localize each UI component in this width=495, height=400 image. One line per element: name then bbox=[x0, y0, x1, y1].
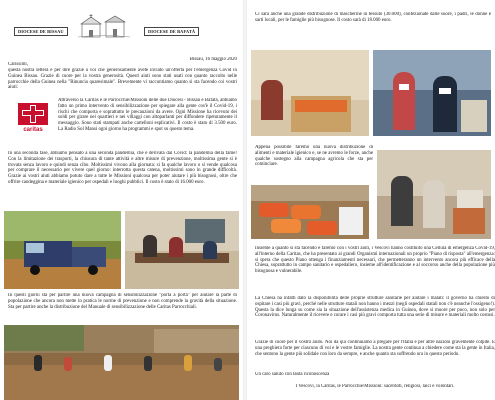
right-page bbox=[247, 0, 495, 400]
caritas-logo bbox=[14, 100, 52, 134]
paragraph-3: In una seconda fase, abbiamo pensato a una seconda pandemia, che è derivata dal Covid: la pandemia della fame! Con la limitazione dei trasporti, la chiusura di tante attività e altre misure di prevenzione, moltissima gente si è trovata senza lavoro e quindi senza cibo. Moltissimi vivono alla giornata: si fa qualche lavoro o si vende qualcosa per comprare il necessario per vivere quel giorno: interrotta questa catena, moltissimi sono in grande difficoltà. Grazie ai vostri aiuti abbiamo potuto dare a tutte le Missioni qualcosa per poter aiutare i più bisognosi, oltre che offrire candeggina e materiale igienico per ospedali e luoghi pubblici. Il costo è stato di 16.000 euro. bbox=[8, 151, 237, 185]
closing-greeting: Un caro saluto con tanta riconoscenza bbox=[255, 372, 330, 377]
caption-next-distribution: Appena possibile faremo una nuova distribuzione di alimenti e materiale igienico e, se ne avremo le forze, anche qualche sostegno alla campagna agricola che sta per cominciare. bbox=[255, 145, 373, 168]
left-page bbox=[0, 0, 243, 400]
photo-people-boxes bbox=[377, 150, 491, 239]
paragraph-2: Attraverso la Caritas e le Parrocchie/Missioni delle due Diocesi - Bissau e Bafatá, abbiamo fatto un primo intervento di sensibilizzazione per spiegare alla gente cos'è il Covid-19, i rischi che comporta e soprattutto le precauzioni da avere. Ogni Missione ha ricevuto dei soldi per girare nei quartieri e nei villaggi con altoparlanti per diffondere ripetutamente il messaggio. Sono stati stampati anche cartelloni esplicativi. Il costo è stato di 3.500 euro. La Radio Sol Mansi ogni giorno ha programmi e spot su questo tema. bbox=[58, 98, 237, 132]
photo-truck-distribution bbox=[4, 211, 121, 289]
photo-outdoor-meeting bbox=[4, 325, 239, 400]
paragraph-thanks: Grazie di cuore per il vostro aiuto. Noi da qui continuiamo a pregare per l'Italia e per altre nazioni gravemente colpite. È una preghiera forte per ciascuno di voi e le vostre famiglie. La nostra gente continua a chiedere come sta la gente in Italia, che sentono la gente più solidale con loro da sempre, e anche quanto sta soffrendo ora in questo periodo. bbox=[255, 340, 495, 357]
photo-volunteers-masks bbox=[373, 50, 491, 136]
paragraph-1: questa nostra lettera è per dire grazie a voi che generosamente avete inviato un'offerta per l'emergenza Covid in Guinea Bissau. Grazie di cuore per la vostra generosità. Questi aiuti sono stati usati con quanto raccolto nelle parrocchie della Guinea nella "Rinuncia quaresimale". Brevemente vi raccontiamo quanto si sta facendo coi vostri aiuti: bbox=[8, 68, 237, 91]
paragraph-emergency-cell: Insieme a quanto si sta facendo e faremo con i vostri aiuti, i Vescovi hanno costituito una Cellula di emergenza Covid-19, all'interno della Caritas, che ha presentato ai grandi Organismi internazionali un proprio "Piano di risposta" all'emergenza: si spera che questo Piano ottenga i finanziamenti necessari, che permetteranno un intervento ancora più efficace della Chiesa, soprattutto in campo sanitario e ospedaliero, insieme all'identificazione e al soccorso anche della popolazione più bisognosa e vulnerabile. bbox=[255, 246, 495, 275]
header-diocese-bafata: DIOCESE DE BAFATÁ bbox=[144, 27, 199, 36]
photo-sacks-distribution bbox=[251, 185, 369, 239]
letter-date: Bissau, 16 maggio 2020 bbox=[189, 57, 237, 62]
svg-text:caritas: caritas bbox=[23, 127, 43, 133]
paragraph-masks: Ci sarà anche una grande distribuzione di mascherine in tessuto (30.000), confezionate dalle suore, i padri, le donne e sarti locali, per le famiglie più bisognose. Il costo sarà di 18.000 euro. bbox=[255, 12, 491, 23]
paragraph-health-structures: La Chiesa ha infatti dato la disponibilità delle proprie strutture sanitarie per aiutare i malati: il governo ha chiesto di ospitare i casi più gravi, perché nelle strutture statali non hanno i mezzi (negli ospedali statali non c'è neanche l'ossigeno!). Questa la dice lunga su come sia la situazione dell'assistenza medica in Guinea, dove si muore per poco, non solo per Coronavirus. Naturalmente il ricevere e curare i casi più gravi comporta tutta una serie di misure e materiali molto costosi. bbox=[255, 296, 495, 319]
header-diocese-bissau: DIOCESE DE BISSAU bbox=[14, 27, 68, 36]
signature-line: I Vescovi, la Caritas, le Parrocchie/Missioni: sacerdoti, religiosi, laici e volontari. bbox=[295, 384, 455, 389]
photo-supplies-room bbox=[251, 50, 369, 136]
church-header-drawing bbox=[78, 14, 130, 38]
salutation: Carissimi, bbox=[8, 62, 28, 67]
paragraph-4: In questi giorni sta per partire una nuova campagna di sensibilizzazione "porta a porta" per aiutare la parte di popolazione che ancora non mette in pratica le norme di prevenzione e non comprende la gravità della situazione. Sta per partire anche la distribuzione del Manuale di sensibilizzazione delle Caritas Parrocchiali. bbox=[8, 293, 237, 310]
photo-office-meeting bbox=[125, 211, 239, 289]
